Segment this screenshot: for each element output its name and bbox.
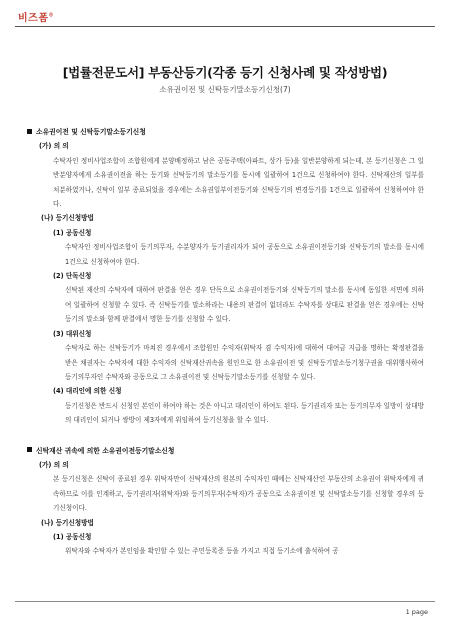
subsection-heading: (가) 의 의 <box>39 142 69 151</box>
square-bullet-icon <box>27 447 32 452</box>
paragraph: 수탁자인 정비사업조합이 조합원에게 분양배정하고 남은 공동주택(아파트, 상가 등)을 일반분양하게 되는데, 본 등기신청은 그 일반분양자에게 소유권이전을 하는 등기와 신탁등기의 말소등기를 동시에 일괄하여 1건으로 신청하여야 한다. 신탁재산의 일부를 처분하였거나, 신탁이 일부 종료되었을 경우에는 소유권일부이전등기와 신탁등기의 변경등기를 1건으로 일괄하여 신청하여야 한다. <box>53 156 424 209</box>
subsection-heading: (나) 등기신청방법 <box>41 518 94 527</box>
brand-logo: 비즈폼® <box>18 12 54 24</box>
section-heading: 신탁재산 귀속에 의한 소유권이전등기말소신청 <box>27 444 424 458</box>
paragraph: 수탁자인 정비사업조합이 등기의무자, 수분양자가 등기권리자가 되어 공동으로 소유권이전등기와 신탁등기의 말소를 동시에 1건으로 신청하여야 한다. <box>65 243 424 266</box>
footer-rule <box>15 601 435 602</box>
item-heading: (1) 공동신청 <box>53 228 92 237</box>
item-heading: (4) 대리인에 의한 신청 <box>53 387 122 396</box>
document-body <box>27 125 424 559</box>
paragraph: 신탁된 재산의 수탁자에 대하여 판결을 얻은 경우 단독으로 소유권이전등기와 신탁등기의 말소를 동시에 동일한 서면에 의하여 일괄하여 신청할 수 있다. 즉 신탁등기를 말소하라는 내용의 판결이 없더라도 수탁자를 상대로 판결을 얻은 경우에는 신탁등기의 말소와 함께 판결에서 명한 등기를 신청할 수 있다. <box>65 286 424 324</box>
subsection-heading: (나) 등기신청방법 <box>41 214 94 223</box>
document-subtitle: 소유권이전 및 신탁등기말소등기신청(7) <box>159 85 291 94</box>
header-rule <box>15 26 435 27</box>
paragraph: 본 등기신청은 신탁이 종료된 경우 위탁자만이 신탁재산의 원본의 수익자인 때에는 신탁재산인 부동산의 소유권이 위탁자에게 귀속하므로 이를 인계하고, 등기권리자(위탁자)와 등기의무자(수탁자)가 공동으로 소유권이전 및 신탁말소등기를 신청할 경우의 등기신청이다. <box>53 475 424 513</box>
item-heading: (3) 대위신청 <box>53 329 92 338</box>
paragraph: 위탁자와 수탁자가 본인임을 확인할 수 있는 주민등록증 등을 가지고 직접 등기소에 출석하여 공 <box>65 547 339 556</box>
page-number: 1 page <box>405 608 428 616</box>
item-heading: (2) 단독신청 <box>53 272 92 281</box>
document-title: [법률전문도서] 부동산등기(각종 등기 신청사례 및 작성방법) <box>62 65 388 80</box>
paragraph: 등기신청은 반드시 신청인 본인이 하여야 하는 것은 아니고 대리인이 하여도 된다. 등기권리자 또는 등기의무자 일방이 상대방의 대리인이 되거나 쌍방이 제3자에게 위임하여 등기신청을 할 수 있다. <box>65 401 424 425</box>
square-bullet-icon <box>27 129 32 134</box>
subsection-heading: (가) 의 의 <box>39 460 69 469</box>
item-heading: (1) 공동신청 <box>53 532 92 541</box>
paragraph: 수탁자로 하는 신탁등기가 마쳐진 경우에서 조합원인 수익자(위탁자 겸 수익자)에 대하여 대여금 지급을 명하는 확정판결을 받은 채권자는 수탁자에 대한 수익자의 신탁재산귀속을 원인으로 한 소유권이전 및 신탁등기말소등기청구권을 대위행사하여 등기의무자인 수탁자와 공동으로 그 소유권이전 및 신탁등기말소등기를 신청할 수 있다. <box>65 344 424 381</box>
section-heading: 소유권이전 및 신탁등기말소등기신청 <box>27 125 424 139</box>
